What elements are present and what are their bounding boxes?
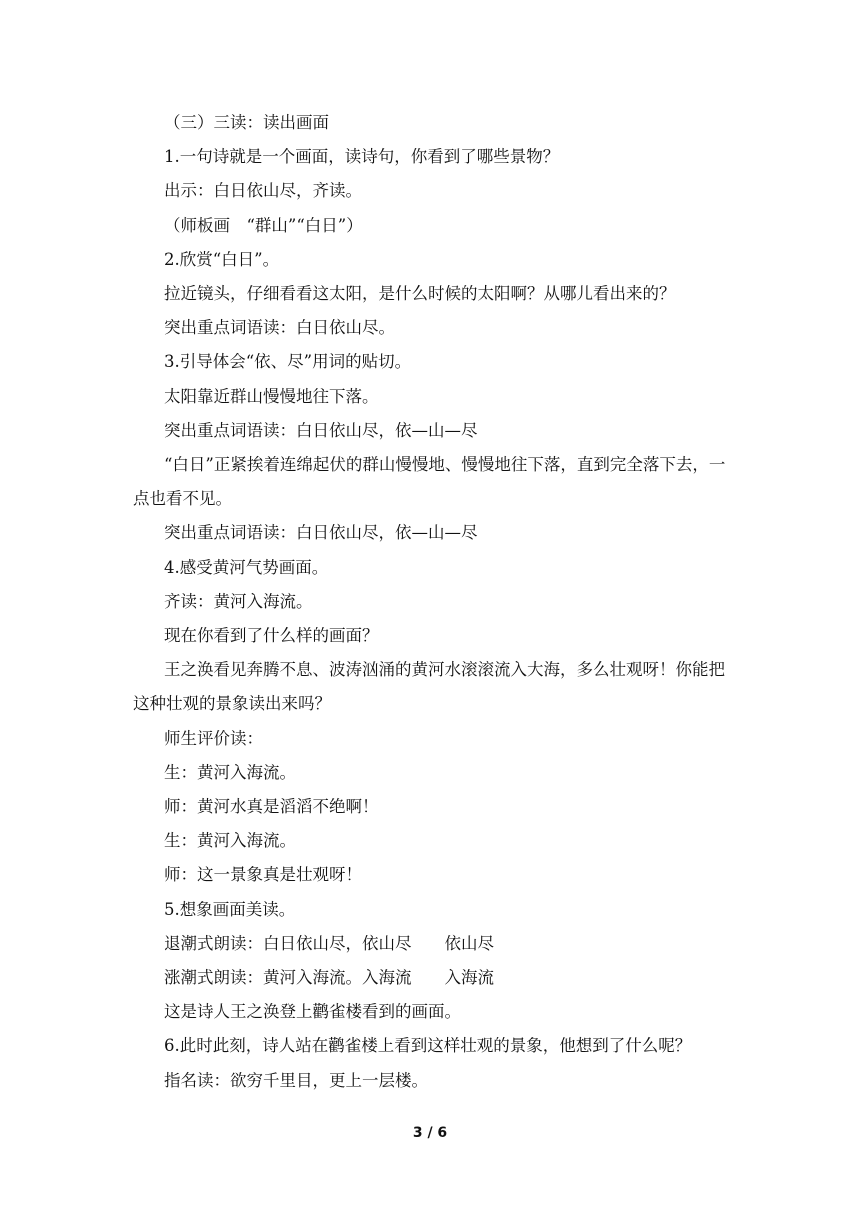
paragraph: 4.感受黄河气势画面。 — [164, 557, 329, 577]
paragraph: 涨潮式朗读：黄河入海流。入海流 入海流 — [164, 968, 494, 988]
paragraph: 5.想象画面美读。 — [164, 899, 296, 919]
paragraph: 齐读：黄河入海流。 — [164, 591, 313, 611]
paragraph: 现在你看到了什么样的画面？ — [164, 626, 379, 646]
paragraph: 师生评价读： — [164, 728, 263, 748]
paragraph: 3.引导体会“依、尽”用词的贴切。 — [164, 352, 412, 372]
paragraph: 1.一句诗就是一个画面，读诗句，你看到了哪些景物？ — [164, 147, 560, 167]
page-number: 3 / 6 — [412, 1125, 448, 1141]
paragraph: 指名读：欲穷千里目，更上一层楼。 — [164, 1070, 428, 1090]
document-body — [133, 106, 733, 1098]
paragraph: 2.欣赏“白日”。 — [164, 249, 280, 269]
paragraph: 师：黄河水真是滔滔不绝啊！ — [164, 797, 379, 817]
paragraph: 出示：白日依山尽，齐读。 — [164, 181, 362, 201]
paragraph: 突出重点词语读：白日依山尽，依—山—尽 — [164, 420, 478, 440]
paragraph: 生：黄河入海流。 — [164, 831, 296, 851]
paragraph: 生：黄河入海流。 — [164, 762, 296, 782]
paragraph: 6.此时此刻，诗人站在鹳雀楼上看到这样壮观的景象，他想到了什么呢？ — [164, 1036, 692, 1056]
paragraph: （师板画 “群山”“白日”） — [164, 215, 363, 235]
paragraph: 退潮式朗读：白日依山尽，依山尽 依山尽 — [164, 933, 494, 953]
paragraph: 这是诗人王之涣登上鹳雀楼看到的画面。 — [164, 1002, 461, 1022]
paragraph: 师：这一景象真是壮观呀！ — [164, 865, 362, 885]
paragraph: 突出重点词语读：白日依山尽。 — [164, 318, 395, 338]
paragraph: 太阳靠近群山慢慢地往下落。 — [164, 386, 379, 406]
paragraph: 突出重点词语读：白日依山尽，依—山—尽 — [164, 523, 478, 543]
section-heading: （三）三读：读出画面 — [164, 113, 329, 132]
paragraph: “白日”正紧挨着连绵起伏的群山慢慢地、慢慢地往下落，直到完全落下去，一点也看不见。 — [133, 455, 726, 509]
paragraph: 拉近镜头，仔细看看这太阳，是什么时候的太阳啊？从哪儿看出来的？ — [164, 284, 676, 304]
paragraph: 王之涣看见奔腾不息、波涛汹涌的黄河水滚滚流入大海，多么壮观呀！你能把这种壮观的景象读出来吗？ — [133, 660, 725, 714]
